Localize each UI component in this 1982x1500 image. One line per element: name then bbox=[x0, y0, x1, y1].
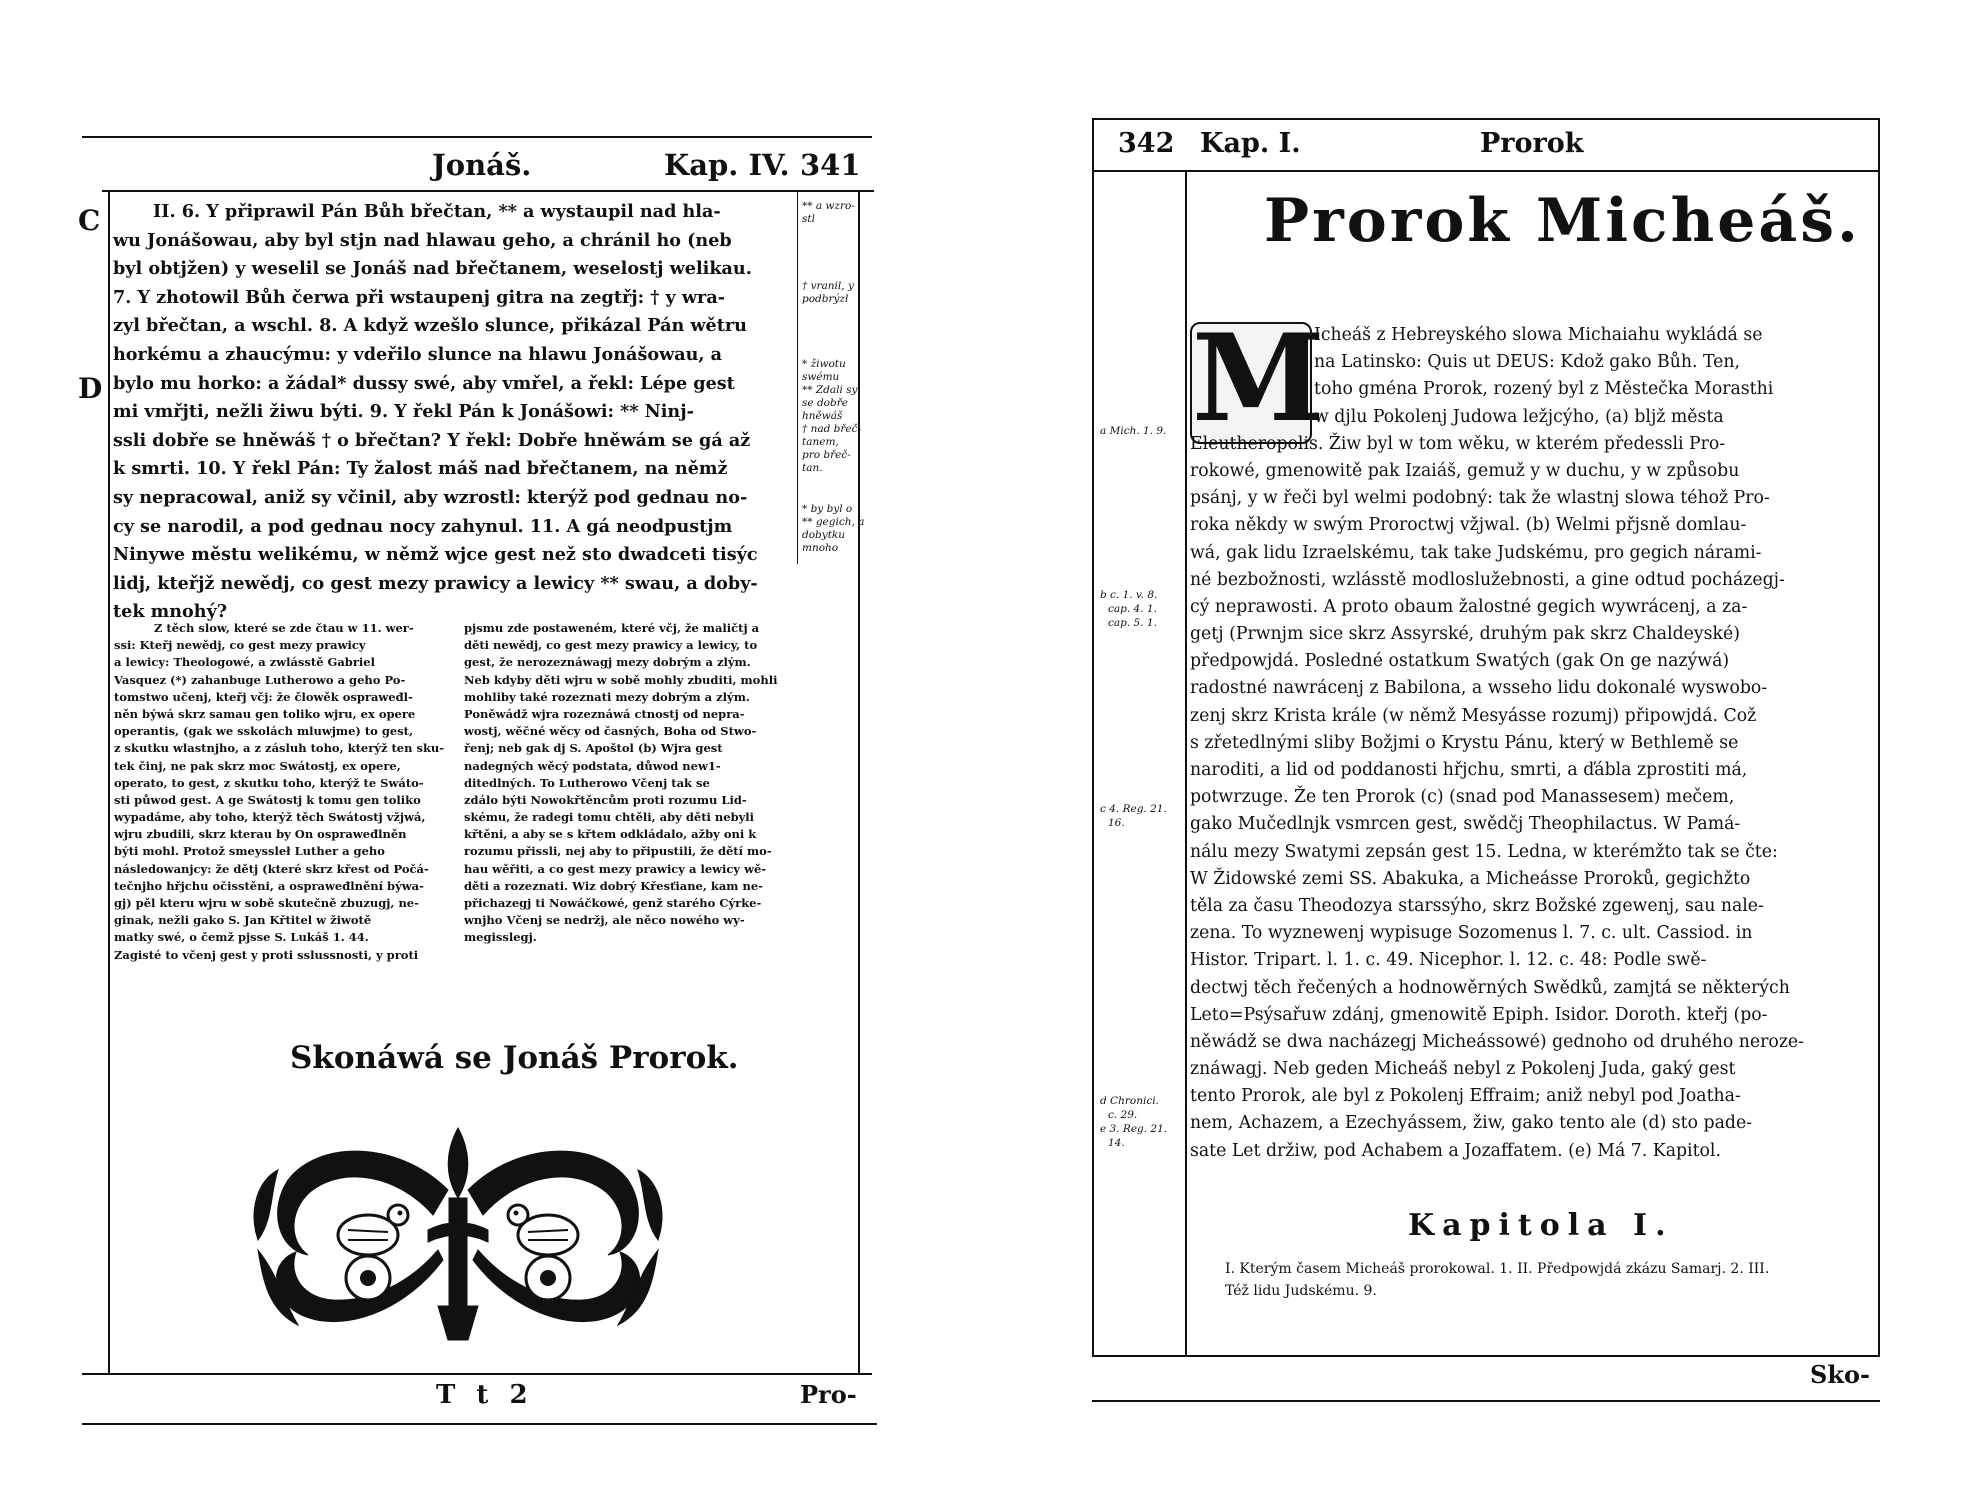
note-line: a lewicy: Theologowé, a zwlásstě Gabriel bbox=[114, 655, 375, 670]
note-line: pjsmu zde postaweném, které včj, že maličtj a bbox=[464, 621, 760, 635]
note-line: Zagisté to včenj gest y proti sslussnosti, y proti bbox=[114, 947, 419, 962]
margin-note: e 3. Reg. 21. bbox=[1100, 1123, 1168, 1135]
side-key-c: C bbox=[78, 204, 101, 237]
chapter-summary bbox=[1225, 1258, 1769, 1302]
text-line: 7. Y zhotowil Bůh čerwa při wstaupenj gitra na zegtřj: † y wra- bbox=[113, 286, 726, 308]
side-key-d: D bbox=[78, 372, 103, 405]
text-line: gako Mučedlnjk vsmrcen gest, swědčj Theophilactus. W Pamá- bbox=[1190, 814, 1741, 835]
note-line: wjru zbudili, skrz kterau by On ospraweđlněn bbox=[114, 827, 407, 842]
margin-note: d Chronici. bbox=[1100, 1095, 1159, 1107]
text-line: mi vmřjti, nežli žiwu býti. 9. Y řekl Pán k Jonášowi: ** Ninj- bbox=[113, 401, 694, 423]
margin-note: tan. bbox=[802, 462, 823, 474]
left-frame-left bbox=[108, 190, 110, 1375]
note-line: operantis, (gak we sskolách mluwjme) to gest, bbox=[114, 724, 413, 739]
margin-note: † nad břeč- bbox=[802, 423, 862, 435]
summary-line: Též lidu Judskému. 9. bbox=[1225, 1283, 1377, 1299]
note-line: Neb kdyby děti wjru w sobě mohly zbuditi, mohli bbox=[464, 672, 778, 687]
text-line: w djlu Pokolenj Judowa ležjcýho, (a) bljž města bbox=[1314, 406, 1724, 427]
note-line: ssi: Kteřj newědj, co gest mezy prawicy bbox=[114, 638, 366, 653]
note-line: sti půwod gest. A ge Swátostj k tomu gen toliko bbox=[114, 792, 421, 807]
note-line: megisslegj. bbox=[464, 930, 537, 945]
right-page-number: 342 bbox=[1118, 128, 1175, 159]
margin-note: 14. bbox=[1108, 1137, 1125, 1149]
right-frame-right bbox=[1878, 118, 1880, 1357]
text-line: naroditi, a lid od poddanosti hřjchu, smrti, a ďábla zprostiti má, bbox=[1190, 760, 1748, 780]
text-line: Histor. Tripart. l. 1. c. 49. Nicephor. l. 12. c. 48: Podle swě- bbox=[1190, 950, 1707, 971]
note-line: z skutku wlastnjho, a z zásluh toho, kterýž ten sku- bbox=[114, 741, 445, 756]
note-line: wostj, wěčné wěcy od časných, Boha od Stwo- bbox=[464, 724, 757, 739]
text-line: znáwagj. Neb geden Micheáš nebyl z Pokolenj Juda, gaký gest bbox=[1190, 1059, 1736, 1080]
margin-note: c. 29. bbox=[1108, 1109, 1138, 1121]
signature-mark: T t 2 bbox=[436, 1380, 534, 1410]
left-footer-rule bbox=[82, 1423, 877, 1425]
text-line: Ninywe městu welikému, w němž wjce gest než sto dwadceti tisýc bbox=[113, 544, 758, 566]
text-line: roka někdy w swým Proroctwj vžjwal. (b) Welmi přjsně domlau- bbox=[1190, 515, 1747, 536]
text-line: horkému a zhaucýmu: y vdeřilo slunce na hlawu Jonášowau, a bbox=[113, 343, 723, 365]
margin-note: c 4. Reg. 21. bbox=[1100, 803, 1167, 815]
text-line: psánj, y w řeči byl welmi podobný: tak že wlastnj slowa téhož Pro- bbox=[1190, 488, 1770, 509]
left-page bbox=[0, 0, 900, 1500]
text-line: byl obtjžen) y weselil se Jonáš nad břečtanem, weselostj welikau. bbox=[113, 258, 752, 280]
text-line: Icheáš z Hebreyského slowa Michaiahu wykládá se bbox=[1314, 325, 1763, 345]
right-top-rule bbox=[1092, 118, 1878, 120]
left-top-rule bbox=[82, 136, 872, 138]
margin-note: hněwáš bbox=[802, 410, 843, 422]
text-line: předpowjdá. Posledné ostatkum Swatých (gak On ge nazýwá) bbox=[1190, 651, 1730, 672]
text-line: W Židowské zemi SS. Abakuka, a Micheásse Proroků, gegichžto bbox=[1190, 868, 1751, 889]
margin-note: 16. bbox=[1108, 817, 1125, 829]
margin-note: podbrýzl bbox=[802, 293, 849, 305]
margin-note: ** Zdali sy bbox=[802, 384, 858, 396]
left-header-rule bbox=[102, 190, 874, 192]
note-line: gj) pěl kteru wjru w sobě skutečně zbuzugj, ne- bbox=[114, 896, 419, 910]
note-line: ditedlných. To Lutherowo Včenj tak se bbox=[464, 775, 710, 790]
text-line: radostné nawrácenj z Babilona, a wsseho lidu dokonalé wyswobo- bbox=[1190, 678, 1768, 699]
text-line: toho gména Prorok, rozený byl z Městečka Morasthi bbox=[1314, 379, 1774, 400]
text-line: zyl břečtan, a wschl. 8. A když wzešlo slunce, přikázal Pán wětru bbox=[113, 315, 747, 337]
text-line: Eleutheropolis. Žiw byl w tom wěku, w kterém předessli Pro- bbox=[1190, 433, 1726, 454]
text-line: k smrti. 10. Y řekl Pán: Ty žalost máš nad břečtanem, na němž bbox=[113, 458, 728, 480]
note-line: tečnjho hřjchu očisstěni, a ospraweđlnění býwa- bbox=[114, 878, 424, 893]
text-line: Leto=Psýsařuw zdánj, gmenowitě Epiph. Isidor. Doroth. kteřj (po- bbox=[1190, 1004, 1768, 1025]
note-line: přichazegj ti Nowáčkowé, genž starého Cýrke- bbox=[464, 896, 762, 910]
text-line: II. 6. Y připrawil Pán Bůh břečtan, ** a wystaupil nad hla- bbox=[153, 201, 721, 222]
drop-cap: M bbox=[1192, 308, 1325, 449]
note-line: gest, že nerozeznáwagj mezy dobrým a zlým. bbox=[464, 655, 751, 670]
text-line: nálu mezy Swatymi zepsán gest 15. Ledna, w kterémžto tak se čte: bbox=[1190, 841, 1778, 862]
right-running-title: Prorok bbox=[1480, 128, 1584, 159]
margin-note: † vranil, y bbox=[802, 280, 854, 292]
text-line: nem, Achazem, a Ezechyássem, žiw, gako tento ale (d) sto pade- bbox=[1190, 1113, 1753, 1134]
text-line: ssli dobře se hněwáš † o břečtan? Y řekl: Dobře hněwám se gá až bbox=[113, 429, 751, 451]
note-line: býti mohl. Protož smeyssleł Luther a geho bbox=[114, 844, 385, 859]
note-line: tek činj, ne pak skrz moc Swátostj, ex opere, bbox=[114, 758, 401, 773]
text-line: s zřetedlnými sliby Božjmi o Krystu Pánu, který w Bethlemě se bbox=[1190, 732, 1739, 753]
right-frame-left bbox=[1185, 172, 1187, 1357]
margin-note: a Mich. 1. 9. bbox=[1100, 425, 1167, 437]
margin-note: cap. 5. 1. bbox=[1108, 617, 1157, 629]
text-line: sate Let držiw, pod Achabem a Jozaffatem. (e) Má 7. Kapitol. bbox=[1190, 1140, 1721, 1161]
text-line: potwrzuge. Že ten Prorok (c) (snad pod Manassesem) mečem, bbox=[1190, 787, 1735, 808]
margin-note: dobytku bbox=[802, 529, 846, 541]
note-line: křtěni, a aby se s křtem odkládalo, ažby oni k bbox=[464, 827, 757, 842]
margin-note: stl bbox=[802, 213, 815, 225]
text-line: cy se narodil, a pod gednau nocy zahynul. 11. A gá neodpustjm bbox=[113, 515, 733, 537]
note-line: matky swé, o čemž pjsse S. Lukáš 1. 44. bbox=[114, 930, 369, 945]
text-line: zenj skrz Krista krále (w němž Mesyásse rozumj) připowjdá. Což bbox=[1190, 705, 1757, 726]
note-line: wnjho Včenj se nedržj, ale něco nowého wy- bbox=[464, 913, 745, 928]
margin-note: swému bbox=[802, 371, 840, 383]
note-line: následowanjcy: že dětj (které skrz křest od Počá- bbox=[114, 861, 429, 876]
book-title: Prorok Micheáš. bbox=[1264, 186, 1861, 256]
note-line: děti a rozeznati. Wiz dobrý Křesťiane, kam ne- bbox=[464, 878, 763, 893]
text-line: wu Jonášowau, aby byl stjn nad hlawau geho, a chránil ho (neb bbox=[113, 229, 732, 251]
note-line: wypadáme, aby toho, kterýž těch Swátostj vžjwá, bbox=[114, 810, 426, 825]
note-line: rozumu přissli, nej aby to připustili, že dětí mo- bbox=[464, 844, 772, 859]
right-bottom-rule bbox=[1092, 1355, 1880, 1357]
note-line: něn býwá skrz samau gen toliko wjru, ex opere bbox=[114, 706, 416, 721]
right-chapter-label: Kap. I. bbox=[1200, 128, 1301, 159]
right-header-rule bbox=[1092, 170, 1878, 172]
margin-note: tanem, bbox=[802, 436, 839, 448]
left-bottom-rule bbox=[82, 1373, 872, 1375]
note-line: hau wěřiti, a co gest mezy prawicy a lewicy wě- bbox=[464, 861, 767, 876]
left-main-text bbox=[113, 198, 798, 627]
note-line: skému, že radegi tomu chtěli, aby děti nebyli bbox=[464, 810, 755, 825]
notes-column-right bbox=[464, 620, 804, 947]
note-line: tomstwo učenj, kteřj včj: že člowěk ospraweđl- bbox=[114, 689, 413, 704]
note-line: zdálo býti Nowokřtěncům proti rozumu Lid- bbox=[464, 792, 747, 807]
note-line: ginak, nežli gako S. Jan Křtitel w žiwotě bbox=[114, 913, 372, 928]
left-page-number: 341 bbox=[800, 148, 861, 182]
note-line: děti newědj, co gest mezy prawicy a lewicy, to bbox=[464, 638, 758, 653]
text-line: cý neprawosti. A proto obaum žalostné gegich wywrácenj, a za- bbox=[1190, 596, 1748, 617]
text-line: bylo mu horko: a žádal* dussy swé, aby vmřel, a řekl: Lépe gest bbox=[113, 372, 735, 394]
margin-note: ** gegich, a bbox=[802, 516, 865, 528]
text-line: těla za času Theodozya starssýho, skrz Božské zgewenj, sau nale- bbox=[1190, 895, 1764, 916]
text-line: getj (Prwnjm sice skrz Assyrské, druhým pak skrz Chaldeyské) bbox=[1190, 624, 1740, 645]
text-line: dectwj těch řečených a hodnowěrných Swědků, zamjtá se některých bbox=[1190, 977, 1790, 998]
text-line: na Latinsko: Quis ut DEUS: Kdož gako Bůh. Ten, bbox=[1314, 352, 1740, 373]
text-line: rokowé, gmenowitě pak Izaiáš, gemuž y w duchu, y w způsobu bbox=[1190, 460, 1740, 481]
margin-note: se dobře bbox=[802, 397, 848, 409]
left-chapter-label: Kap. IV. bbox=[664, 148, 790, 182]
left-catchword: Pro- bbox=[800, 1380, 857, 1409]
margin-note: * žiwotu bbox=[802, 358, 846, 370]
margin-note: cap. 4. 1. bbox=[1108, 603, 1157, 615]
margin-note: ** a wzro- bbox=[802, 200, 855, 212]
summary-line: I. Kterým časem Micheáš prorokowal. 1. II. Předpowjdá zkázu Samarj. 2. III. bbox=[1225, 1261, 1770, 1277]
text-line: zena. To wyznewenj wypisuge Sozomenus l. 7. c. ult. Cassiod. in bbox=[1190, 923, 1753, 944]
right-catchword: Sko- bbox=[1810, 1360, 1870, 1389]
text-line: né bezbožnosti, wzlásstě modloslužebnosti, a gine odtud pocházegj- bbox=[1190, 569, 1785, 590]
note-line: řenj; neb gak dj S. Apoštol (b) Wjra gest bbox=[464, 741, 723, 756]
text-line: wá, gak lidu Izraelskému, tak take Judskému, pro gegich nárami- bbox=[1190, 542, 1762, 563]
note-line: nadegných wěcý podstata, důwod new1- bbox=[464, 758, 721, 773]
note-line: operato, to gest, z skutku toho, kterýž te Swáto- bbox=[114, 775, 424, 790]
chapter-heading: Kapitola I. bbox=[1408, 1208, 1674, 1243]
text-line: sy nepracowal, aniž sy včinil, aby wzrostl: kterýž pod gednau no- bbox=[113, 486, 748, 508]
text-line: tento Prorok, ale byl z Pokolenj Effraim; aniž nebyl pod Joatha- bbox=[1190, 1086, 1741, 1107]
left-margin-notes bbox=[802, 200, 865, 555]
note-line: Vasquez (*) zahanbuge Lutherowo a geho Po- bbox=[114, 672, 406, 687]
right-footer-rule bbox=[1092, 1400, 1880, 1402]
left-running-title: Jonáš. bbox=[432, 148, 532, 182]
text-line: tek mnohý? bbox=[113, 601, 228, 623]
notes-column-left bbox=[114, 620, 470, 964]
tailpiece-ornament bbox=[248, 1120, 668, 1345]
note-line: Z těch slow, které se zde čtau w 11. wer- bbox=[154, 621, 414, 635]
margin-note: pro břeč- bbox=[802, 449, 851, 461]
text-line: lidj, kteřjž newědj, co gest mezy prawicy a lewicy ** swau, a doby- bbox=[113, 572, 758, 594]
margin-note: mnoho bbox=[802, 542, 839, 554]
margin-note: * by byl o bbox=[802, 503, 853, 515]
text-line: něwádž se dwa nacházegj Micheássowé) gednoho od druhého neroze- bbox=[1190, 1031, 1804, 1052]
note-line: mohliby také rozeznati mezy dobrým a zlým. bbox=[464, 689, 750, 704]
note-line: Poněwádž wjra rozeznáwá ctnostj od nepra- bbox=[464, 706, 745, 721]
margin-note: b c. 1. v. 8. bbox=[1100, 589, 1158, 601]
finis-line: Skonáwá se Jonáš Prorok. bbox=[290, 1040, 739, 1076]
right-outer-left bbox=[1092, 118, 1094, 1357]
right-body-text bbox=[1190, 308, 1878, 1165]
